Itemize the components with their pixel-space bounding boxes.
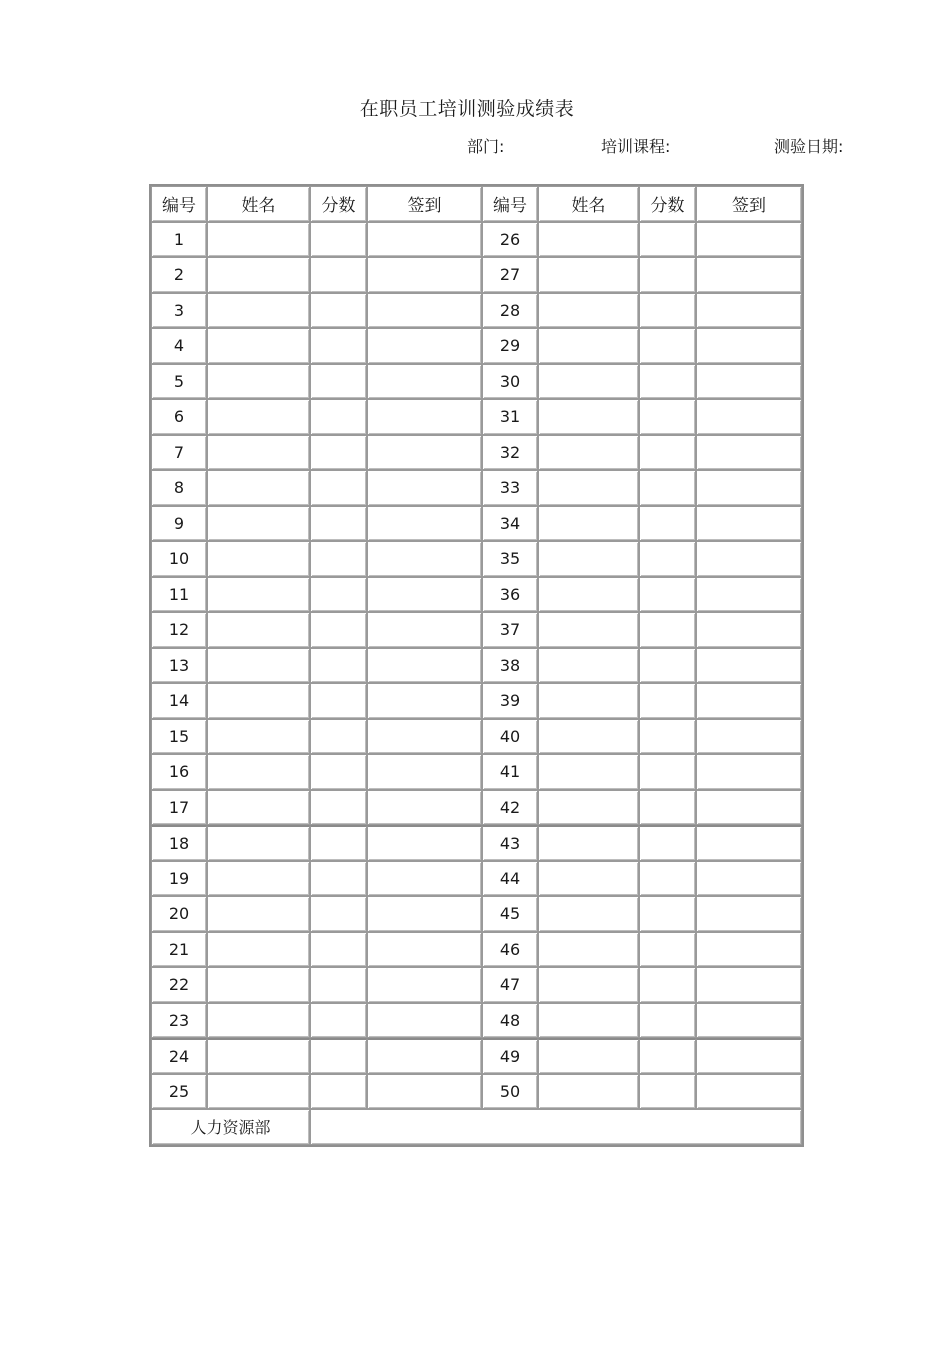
- score-cell[interactable]: [639, 470, 696, 506]
- signin-cell[interactable]: [367, 328, 482, 364]
- row-number: 40: [482, 719, 538, 755]
- score-cell[interactable]: [310, 612, 367, 648]
- name-cell[interactable]: [538, 648, 639, 684]
- row-number: 16: [151, 754, 207, 790]
- name-cell[interactable]: [207, 790, 310, 826]
- table-row: [151, 577, 802, 613]
- signin-cell[interactable]: [367, 470, 482, 506]
- table-row: [151, 328, 802, 364]
- row-number: 30: [482, 364, 538, 400]
- row-number: 9: [151, 506, 207, 542]
- score-cell[interactable]: [639, 1074, 696, 1110]
- row-number: 21: [151, 932, 207, 968]
- row-number: 39: [482, 683, 538, 719]
- score-cell[interactable]: [639, 896, 696, 932]
- table-row: [151, 1074, 802, 1110]
- row-number: 43: [482, 825, 538, 861]
- signin-cell[interactable]: [367, 683, 482, 719]
- row-number: 22: [151, 967, 207, 1003]
- name-cell[interactable]: [538, 470, 639, 506]
- name-cell[interactable]: [538, 861, 639, 897]
- signin-cell[interactable]: [696, 222, 802, 258]
- row-number: 49: [482, 1038, 538, 1074]
- score-cell[interactable]: [310, 470, 367, 506]
- signin-cell[interactable]: [696, 719, 802, 755]
- row-number: 14: [151, 683, 207, 719]
- score-cell[interactable]: [639, 825, 696, 861]
- row-number: 37: [482, 612, 538, 648]
- signin-cell[interactable]: [367, 222, 482, 258]
- score-cell[interactable]: [310, 222, 367, 258]
- signin-cell[interactable]: [367, 648, 482, 684]
- score-cell[interactable]: [639, 861, 696, 897]
- name-cell[interactable]: [207, 861, 310, 897]
- name-cell[interactable]: [538, 612, 639, 648]
- score-cell[interactable]: [310, 861, 367, 897]
- signin-cell[interactable]: [696, 470, 802, 506]
- row-number: 28: [482, 293, 538, 329]
- score-cell[interactable]: [639, 222, 696, 258]
- row-number: 34: [482, 506, 538, 542]
- score-cell[interactable]: [639, 506, 696, 542]
- score-cell[interactable]: [310, 683, 367, 719]
- signin-cell[interactable]: [696, 790, 802, 826]
- table-row: [151, 1038, 802, 1074]
- table-row: [151, 790, 802, 826]
- row-number: 25: [151, 1074, 207, 1110]
- score-cell[interactable]: [639, 967, 696, 1003]
- name-cell[interactable]: [538, 1003, 639, 1039]
- table-row: [151, 683, 802, 719]
- score-cell[interactable]: [639, 577, 696, 613]
- name-cell[interactable]: [538, 257, 639, 293]
- table-row: [151, 932, 802, 968]
- signin-cell[interactable]: [367, 1074, 482, 1110]
- row-number: 32: [482, 435, 538, 471]
- table-row: [151, 719, 802, 755]
- signin-cell[interactable]: [367, 435, 482, 471]
- signin-cell[interactable]: [696, 506, 802, 542]
- row-number: 24: [151, 1038, 207, 1074]
- row-number: 4: [151, 328, 207, 364]
- signin-cell[interactable]: [696, 577, 802, 613]
- name-cell[interactable]: [538, 896, 639, 932]
- table-row: [151, 293, 802, 329]
- signin-cell[interactable]: [696, 932, 802, 968]
- row-number: 44: [482, 861, 538, 897]
- name-cell[interactable]: [538, 328, 639, 364]
- score-cell[interactable]: [310, 541, 367, 577]
- score-cell[interactable]: [310, 399, 367, 435]
- signin-cell[interactable]: [367, 1003, 482, 1039]
- signin-cell[interactable]: [696, 825, 802, 861]
- signin-cell[interactable]: [696, 612, 802, 648]
- score-cell[interactable]: [639, 1003, 696, 1039]
- name-cell[interactable]: [538, 577, 639, 613]
- table-row: [151, 861, 802, 897]
- name-cell[interactable]: [207, 577, 310, 613]
- name-cell[interactable]: [207, 364, 310, 400]
- score-cell[interactable]: [310, 506, 367, 542]
- score-cell[interactable]: [310, 1074, 367, 1110]
- signin-cell[interactable]: [367, 506, 482, 542]
- name-cell[interactable]: [207, 967, 310, 1003]
- table-row: [151, 825, 802, 861]
- signin-cell[interactable]: [367, 293, 482, 329]
- header-name: 姓名: [207, 186, 310, 222]
- name-cell[interactable]: [538, 1074, 639, 1110]
- name-cell[interactable]: [538, 932, 639, 968]
- table-row: [151, 754, 802, 790]
- name-cell[interactable]: [538, 825, 639, 861]
- name-cell[interactable]: [538, 222, 639, 258]
- table-row: [151, 896, 802, 932]
- score-cell[interactable]: [639, 754, 696, 790]
- signin-cell[interactable]: [367, 541, 482, 577]
- signin-cell[interactable]: [367, 967, 482, 1003]
- signin-cell[interactable]: [696, 1074, 802, 1110]
- signin-cell[interactable]: [367, 896, 482, 932]
- score-cell[interactable]: [639, 435, 696, 471]
- name-cell[interactable]: [207, 435, 310, 471]
- signin-cell[interactable]: [367, 1038, 482, 1074]
- name-cell[interactable]: [207, 612, 310, 648]
- table-row: [151, 967, 802, 1003]
- name-cell[interactable]: [207, 541, 310, 577]
- name-cell[interactable]: [538, 506, 639, 542]
- row-number: 6: [151, 399, 207, 435]
- score-cell[interactable]: [310, 719, 367, 755]
- signin-cell[interactable]: [696, 967, 802, 1003]
- name-cell[interactable]: [207, 932, 310, 968]
- header-signin: 签到: [696, 186, 802, 222]
- row-number: 46: [482, 932, 538, 968]
- signin-cell[interactable]: [367, 257, 482, 293]
- row-number: 23: [151, 1003, 207, 1039]
- name-cell[interactable]: [538, 683, 639, 719]
- row-number: 42: [482, 790, 538, 826]
- name-cell[interactable]: [207, 257, 310, 293]
- score-cell[interactable]: [310, 648, 367, 684]
- score-cell[interactable]: [310, 1038, 367, 1074]
- score-cell[interactable]: [639, 328, 696, 364]
- score-cell[interactable]: [639, 719, 696, 755]
- hr-department-label: 人力资源部: [151, 1109, 310, 1145]
- score-cell[interactable]: [639, 364, 696, 400]
- table-row: [151, 399, 802, 435]
- table-row: [151, 222, 802, 258]
- row-number: 10: [151, 541, 207, 577]
- row-number: 3: [151, 293, 207, 329]
- signin-cell[interactable]: [696, 399, 802, 435]
- row-number: 45: [482, 896, 538, 932]
- header-score: 分数: [310, 186, 367, 222]
- row-number: 2: [151, 257, 207, 293]
- footer-row: [151, 1109, 802, 1145]
- score-cell[interactable]: [310, 435, 367, 471]
- score-cell[interactable]: [639, 683, 696, 719]
- score-cell[interactable]: [639, 541, 696, 577]
- row-number: 27: [482, 257, 538, 293]
- name-cell[interactable]: [207, 754, 310, 790]
- row-number: 8: [151, 470, 207, 506]
- name-cell[interactable]: [538, 435, 639, 471]
- row-number: 7: [151, 435, 207, 471]
- name-cell[interactable]: [207, 506, 310, 542]
- table-row: [151, 541, 802, 577]
- signin-cell[interactable]: [367, 612, 482, 648]
- row-number: 15: [151, 719, 207, 755]
- table-row: [151, 1003, 802, 1039]
- name-cell[interactable]: [207, 470, 310, 506]
- name-cell[interactable]: [207, 648, 310, 684]
- name-cell[interactable]: [207, 896, 310, 932]
- signin-cell[interactable]: [367, 790, 482, 826]
- name-cell[interactable]: [538, 754, 639, 790]
- signin-cell[interactable]: [367, 825, 482, 861]
- training-course-label: 培训课程:: [601, 137, 671, 156]
- row-number: 12: [151, 612, 207, 648]
- table-row: [151, 435, 802, 471]
- table-row: [151, 364, 802, 400]
- score-cell[interactable]: [639, 790, 696, 826]
- name-cell[interactable]: [207, 399, 310, 435]
- signin-cell[interactable]: [367, 364, 482, 400]
- header-number: 编号: [482, 186, 538, 222]
- row-number: 19: [151, 861, 207, 897]
- row-number: 38: [482, 648, 538, 684]
- table-row: [151, 257, 802, 293]
- row-number: 17: [151, 790, 207, 826]
- signin-cell[interactable]: [367, 932, 482, 968]
- signin-cell[interactable]: [696, 328, 802, 364]
- name-cell[interactable]: [538, 1038, 639, 1074]
- name-cell[interactable]: [538, 967, 639, 1003]
- department-label: 部门:: [467, 137, 505, 156]
- hr-department-field[interactable]: [310, 1109, 802, 1145]
- signin-cell[interactable]: [696, 683, 802, 719]
- page-title: 在职员工培训测验成绩表: [359, 98, 575, 120]
- score-cell[interactable]: [310, 577, 367, 613]
- signin-cell[interactable]: [367, 754, 482, 790]
- name-cell[interactable]: [207, 683, 310, 719]
- row-number: 31: [482, 399, 538, 435]
- row-number: 18: [151, 825, 207, 861]
- signin-cell[interactable]: [367, 719, 482, 755]
- row-number: 36: [482, 577, 538, 613]
- score-cell[interactable]: [310, 790, 367, 826]
- score-cell[interactable]: [639, 257, 696, 293]
- row-number: 33: [482, 470, 538, 506]
- score-cell[interactable]: [310, 257, 367, 293]
- name-cell[interactable]: [207, 328, 310, 364]
- signin-cell[interactable]: [696, 754, 802, 790]
- score-cell[interactable]: [310, 328, 367, 364]
- name-cell[interactable]: [538, 719, 639, 755]
- name-cell[interactable]: [538, 364, 639, 400]
- signin-cell[interactable]: [696, 896, 802, 932]
- score-cell[interactable]: [310, 1003, 367, 1039]
- signin-cell[interactable]: [696, 257, 802, 293]
- score-cell[interactable]: [310, 825, 367, 861]
- row-number: 50: [482, 1074, 538, 1110]
- signin-cell[interactable]: [367, 399, 482, 435]
- name-cell[interactable]: [538, 790, 639, 826]
- name-cell[interactable]: [207, 222, 310, 258]
- header-signin: 签到: [367, 186, 482, 222]
- row-number: 26: [482, 222, 538, 258]
- row-number: 47: [482, 967, 538, 1003]
- score-cell[interactable]: [310, 364, 367, 400]
- score-cell[interactable]: [310, 967, 367, 1003]
- score-cell[interactable]: [639, 648, 696, 684]
- table-row: [151, 648, 802, 684]
- header-row: [151, 186, 802, 222]
- name-cell[interactable]: [207, 719, 310, 755]
- signin-cell[interactable]: [696, 648, 802, 684]
- signin-cell[interactable]: [367, 861, 482, 897]
- score-cell[interactable]: [639, 399, 696, 435]
- signin-cell[interactable]: [696, 1003, 802, 1039]
- table-row: [151, 612, 802, 648]
- signin-cell[interactable]: [696, 541, 802, 577]
- table-body: [151, 222, 802, 1110]
- row-number: 20: [151, 896, 207, 932]
- row-number: 1: [151, 222, 207, 258]
- score-cell[interactable]: [639, 293, 696, 329]
- name-cell[interactable]: [207, 1003, 310, 1039]
- score-table: [149, 184, 804, 1147]
- row-number: 41: [482, 754, 538, 790]
- signin-cell[interactable]: [696, 1038, 802, 1074]
- score-cell[interactable]: [310, 754, 367, 790]
- score-cell[interactable]: [639, 1038, 696, 1074]
- score-cell[interactable]: [310, 932, 367, 968]
- header-number: 编号: [151, 186, 207, 222]
- signin-cell[interactable]: [696, 364, 802, 400]
- name-cell[interactable]: [207, 1074, 310, 1110]
- row-number: 29: [482, 328, 538, 364]
- score-cell[interactable]: [639, 932, 696, 968]
- score-cell[interactable]: [639, 612, 696, 648]
- row-number: 13: [151, 648, 207, 684]
- signin-cell[interactable]: [696, 293, 802, 329]
- name-cell[interactable]: [538, 399, 639, 435]
- header-name: 姓名: [538, 186, 639, 222]
- name-cell[interactable]: [538, 541, 639, 577]
- name-cell[interactable]: [207, 1038, 310, 1074]
- header-score: 分数: [639, 186, 696, 222]
- row-number: 11: [151, 577, 207, 613]
- name-cell[interactable]: [207, 825, 310, 861]
- test-date-label: 测验日期:: [774, 137, 844, 156]
- signin-cell[interactable]: [696, 861, 802, 897]
- row-number: 48: [482, 1003, 538, 1039]
- name-cell[interactable]: [538, 293, 639, 329]
- row-number: 35: [482, 541, 538, 577]
- signin-cell[interactable]: [367, 577, 482, 613]
- score-cell[interactable]: [310, 293, 367, 329]
- table-row: [151, 506, 802, 542]
- row-number: 5: [151, 364, 207, 400]
- score-cell[interactable]: [310, 896, 367, 932]
- name-cell[interactable]: [207, 293, 310, 329]
- table-row: [151, 470, 802, 506]
- signin-cell[interactable]: [696, 435, 802, 471]
